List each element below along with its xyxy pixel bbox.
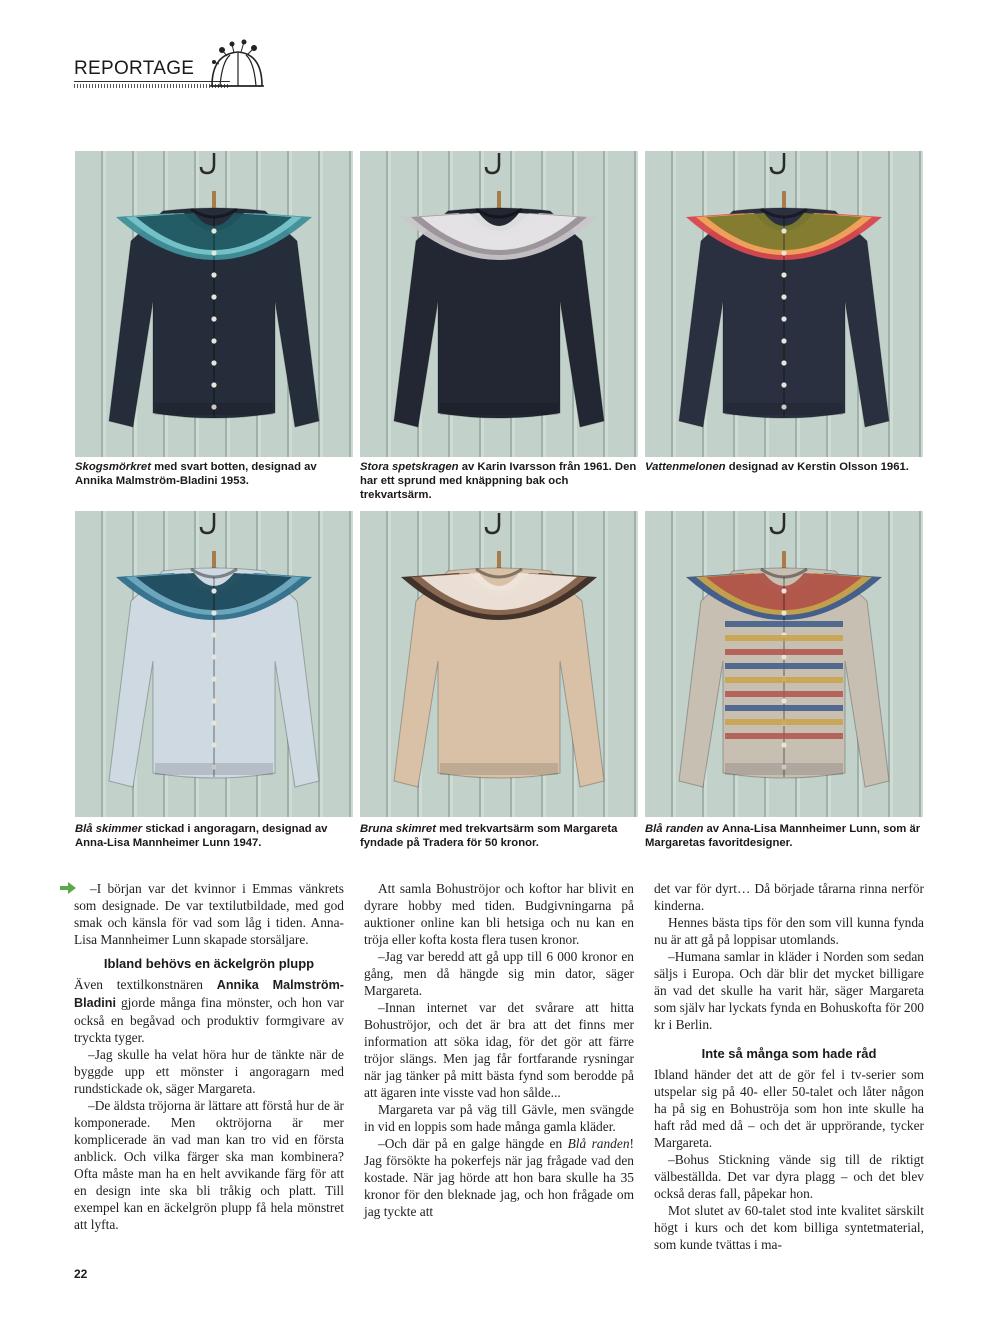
paragraph: Att samla Bohuströjor och koftor har blivit en dyrare hobby med tiden. Budgivningarna på auktioner online kan bli hetsiga och nu kan en tröja eller kofta kosta flera tusen kronor. bbox=[364, 881, 634, 947]
sweater-illustration bbox=[75, 511, 353, 817]
button bbox=[211, 382, 216, 387]
paragraph bbox=[74, 976, 344, 1046]
hem-ribbing bbox=[725, 403, 843, 415]
button bbox=[211, 228, 216, 233]
button bbox=[211, 632, 216, 637]
text: Även textilkonstnären bbox=[74, 977, 217, 992]
caption-text: designad av Kerstin Olsson 1961. bbox=[725, 461, 909, 473]
button bbox=[781, 338, 786, 343]
button bbox=[211, 742, 216, 747]
button bbox=[211, 272, 216, 277]
hanger-hook bbox=[486, 513, 499, 533]
sweater-illustration bbox=[645, 511, 923, 817]
paragraph: –Innan internet var det svårare att hitta Bohuströjor, och det är bra att det finns mer information att söka idag, för det gör att färre tröjor slängs. Men jag får fortfarande rysningar när jag tänker på mitt bästa fynd som berodde på att ägaren inte visste vad hon sålde... bbox=[364, 1000, 634, 1100]
button bbox=[781, 316, 786, 321]
photo-caption bbox=[645, 460, 923, 474]
button bbox=[211, 294, 216, 299]
button bbox=[781, 294, 786, 299]
photo-caption bbox=[645, 822, 923, 850]
button bbox=[211, 676, 216, 681]
photo-bruna-skimret bbox=[360, 511, 638, 817]
hanger-hook bbox=[771, 153, 784, 173]
button bbox=[781, 698, 786, 703]
paragraph: Ibland händer det att de gör fel i tv-serier som utspelar sig på 40- eller 50-talet och låter någon ha på sig en Bohuströja som hon inte skulle ha haft råd med då – och det är upprörande, tycker Margareta. bbox=[654, 1067, 924, 1150]
page-number: 22 bbox=[74, 1267, 88, 1281]
article-column-1 bbox=[74, 880, 344, 1233]
button bbox=[781, 382, 786, 387]
caption-title: Bruna skimret bbox=[360, 823, 436, 835]
hanger-hook bbox=[201, 153, 214, 173]
text: –Och där på en galge hängde en bbox=[378, 1136, 568, 1151]
stripe bbox=[725, 677, 843, 683]
sweater-illustration bbox=[645, 151, 923, 457]
article-column-2 bbox=[364, 880, 634, 1220]
paragraph bbox=[364, 1135, 634, 1220]
button bbox=[211, 654, 216, 659]
stripe bbox=[725, 621, 843, 627]
button bbox=[781, 610, 786, 615]
photo-caption bbox=[360, 460, 638, 502]
sweater-name: Blå randen bbox=[567, 1136, 630, 1151]
paragraph: –Jag var beredd att gå upp till 6 000 kronor en gång, men då hängde sig min dator, säger Margareta. bbox=[364, 949, 634, 998]
button bbox=[211, 338, 216, 343]
photo-bla-skimmer bbox=[75, 511, 353, 817]
stripe bbox=[725, 705, 843, 711]
caption-title: Vattenmelonen bbox=[645, 461, 726, 473]
caption-text: av Anna-Lisa Mannheimer Lunn, som är Margaretas favoritdesigner. bbox=[645, 823, 921, 849]
stripe bbox=[725, 691, 843, 697]
button bbox=[211, 720, 216, 725]
stripe bbox=[725, 635, 843, 641]
button bbox=[211, 250, 216, 255]
designer-name: Annika Malmström-Bladini bbox=[74, 978, 344, 1010]
hem-ribbing bbox=[440, 403, 558, 415]
paragraph: –De äldsta tröjorna är lättare att förstå hur de är komponerade. Men oktröjorna är mer komplicerade än vad man kan tro vid en första anblick. Och vilka färger ska man kombinera? Ofta måste man ha en helt avvikande färg för att en design inte ska bli tråkig och platt. Till exempel kan en äckelgrön plupp få hela mönstret att lyfta. bbox=[74, 1098, 344, 1232]
hanger-hook bbox=[201, 513, 214, 533]
stripe bbox=[725, 719, 843, 725]
section-label: REPORTAGE bbox=[74, 58, 195, 79]
button bbox=[211, 610, 216, 615]
button bbox=[781, 250, 786, 255]
button bbox=[781, 228, 786, 233]
hem-ribbing bbox=[725, 763, 843, 775]
photo-caption bbox=[75, 822, 353, 850]
subheading: Inte så många som hade råd bbox=[701, 1046, 877, 1061]
stripe bbox=[725, 733, 843, 739]
caption-text: med svart botten, designad av Annika Malmström-Bladini 1953. bbox=[75, 461, 317, 487]
pincushion-icon bbox=[200, 36, 270, 88]
caption-title: Stora spetskragen bbox=[360, 461, 459, 473]
button bbox=[781, 588, 786, 593]
photo-stora-spetskragen bbox=[360, 151, 638, 457]
hanger-hook bbox=[771, 513, 784, 533]
stripe bbox=[725, 649, 843, 655]
button bbox=[781, 742, 786, 747]
caption-title: Skogsmörkret bbox=[75, 461, 151, 473]
photo-skogsmorkret bbox=[75, 151, 353, 457]
sweater-illustration bbox=[75, 151, 353, 457]
hem-ribbing bbox=[440, 763, 558, 775]
hem-ribbing bbox=[155, 763, 273, 775]
paragraph: –Humana samlar in kläder i Norden som sedan säljs i Europa. Och där blir det mycket billigare än vad det skulle ha varit här, säger Margareta som själv har lyckats fynda en Bohuskofta för 200 kr i Berlin. bbox=[654, 949, 924, 1032]
button bbox=[211, 698, 216, 703]
caption-text: stickad i angoragarn, designad av Anna-Lisa Mannheimer Lunn 1947. bbox=[75, 823, 328, 849]
hanger-hook bbox=[486, 153, 499, 173]
caption-text: med trekvartsärm som Margareta fyndade på Tradera för 50 kronor. bbox=[360, 823, 618, 849]
photo-caption bbox=[360, 822, 638, 850]
subheading: Ibland behövs en äckelgrön plupp bbox=[103, 956, 315, 971]
hem-ribbing bbox=[155, 403, 273, 415]
paragraph: Hennes bästa tips för den som vill kunna fynda nu är att gå på loppisar utomlands. bbox=[654, 915, 924, 947]
button bbox=[781, 360, 786, 365]
paragraph: –Jag skulle ha velat höra hur de tänkte när de byggde upp ett mönster i angoragarn med rundstickade ok, säger Margareta. bbox=[74, 1047, 344, 1096]
caption-title: Blå skimmer bbox=[75, 823, 143, 835]
photo-caption bbox=[75, 460, 353, 488]
photo-vattenmelonen bbox=[645, 151, 923, 457]
text: gjorde många fina mönster, och hon var också en begåvad och produktiv formgivare av tryckta tyger. bbox=[74, 995, 344, 1045]
button bbox=[211, 360, 216, 365]
paragraph: Mot slutet av 60-talet stod inte kvalitet särskilt högt i kurs och det kom billiga syntetmaterial, som kunde tvättas i ma- bbox=[654, 1203, 924, 1252]
button bbox=[781, 654, 786, 659]
button bbox=[211, 316, 216, 321]
paragraph: –Bohus Stickning vände sig till de riktigt välbeställda. Det var dyra plagg – och det blev också deras fall, påpekar hon. bbox=[654, 1152, 924, 1201]
paragraph: Margareta var på väg till Gävle, men svängde in vid en loppis som hade många gamla kläder. bbox=[364, 1102, 634, 1134]
paragraph: det var för dyrt… Då började tårarna rinna nerför kinderna. bbox=[654, 881, 924, 913]
caption-title: Blå randen bbox=[645, 823, 704, 835]
article-column-3 bbox=[654, 880, 924, 1253]
sweater-illustration bbox=[360, 511, 638, 817]
sweater-illustration bbox=[360, 151, 638, 457]
button bbox=[211, 588, 216, 593]
button bbox=[781, 272, 786, 277]
photo-bla-randen bbox=[645, 511, 923, 817]
stripe bbox=[725, 663, 843, 669]
text: ! Jag försökte ha pokerfejs när jag frågade vad den kostade. När jag hörde att hon bara skulle ha 35 kronor för den bleknade jag, och hon frågade om jag tyckte att bbox=[364, 1136, 634, 1219]
paragraph: –I början var det kvinnor i Emmas vänkrets som designade. De var textilutbildade, med god smak och känsla för vad som låg i tiden. Anna-Lisa Mannheimer Lunn skapade storsäljare. bbox=[74, 881, 344, 947]
caption-text: av Karin Ivarsson från 1961. Den har ett sprund med knäppning bak och trekvartsärm. bbox=[360, 461, 637, 501]
